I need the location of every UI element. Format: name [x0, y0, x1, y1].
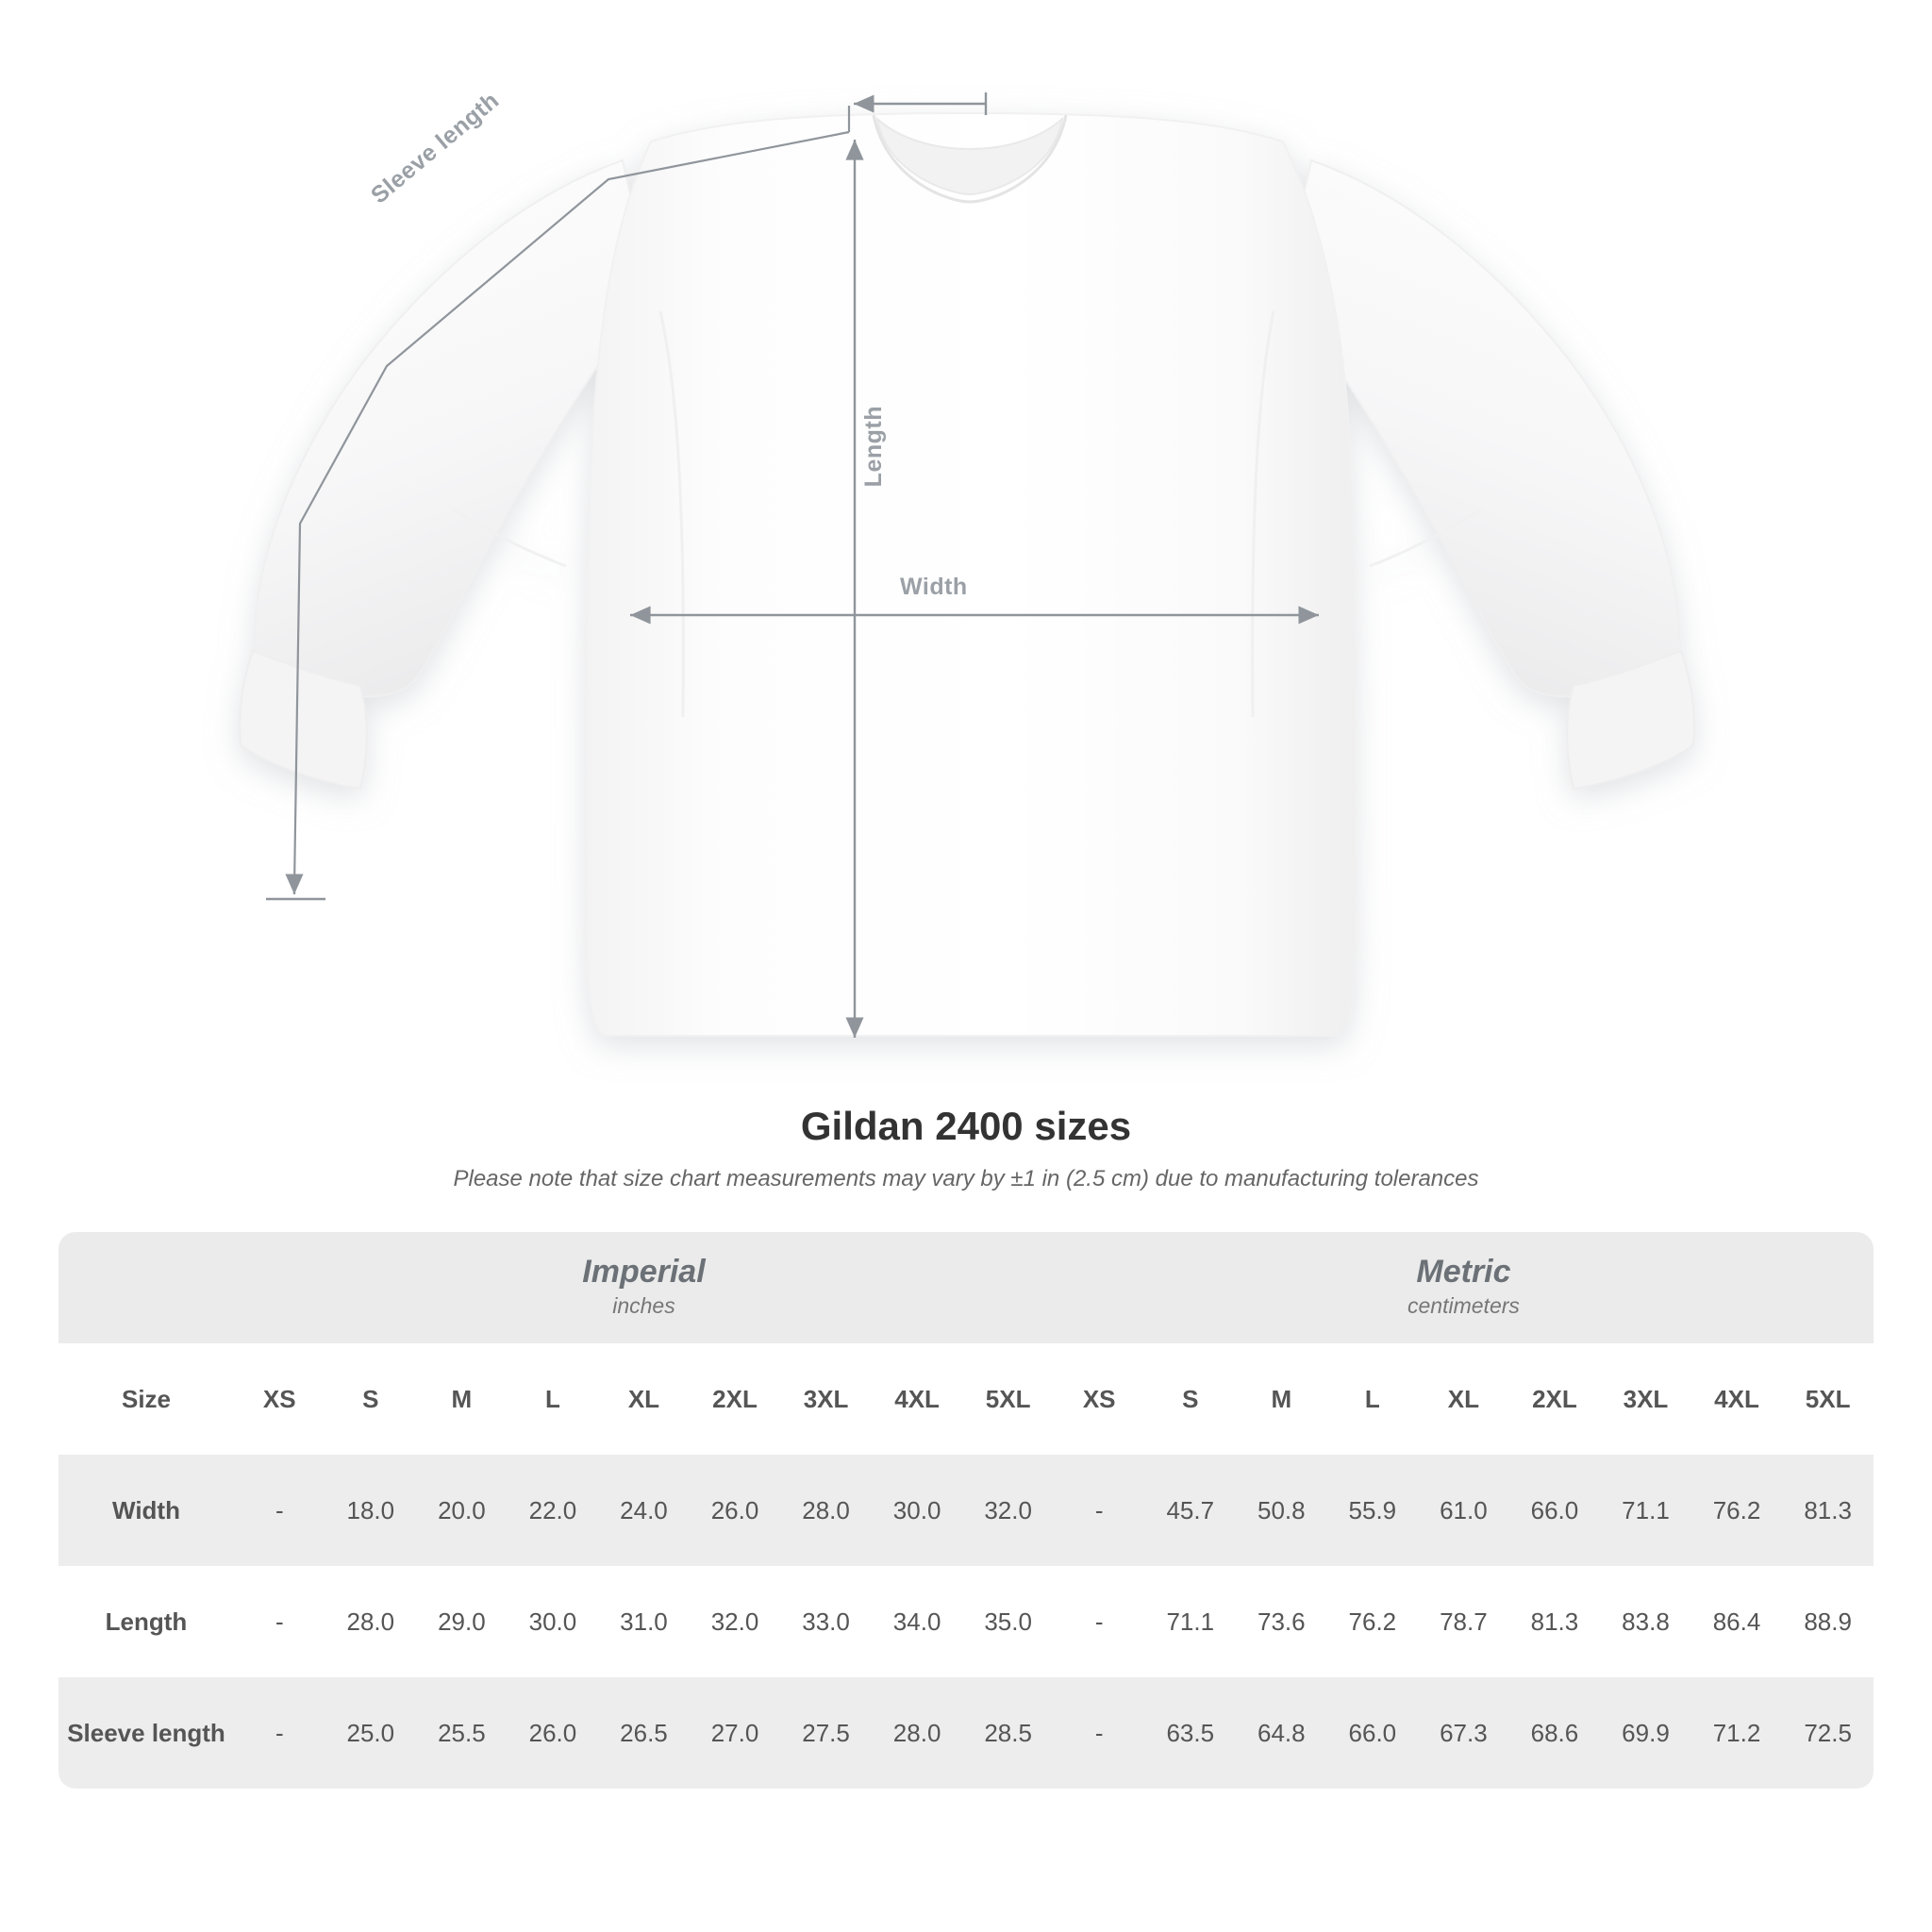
header-metric-2xl: 2XL: [1509, 1343, 1601, 1455]
header-imperial-3xl: 3XL: [780, 1343, 872, 1455]
cell-length-met-l: 76.2: [1327, 1566, 1419, 1677]
header-imperial-l: L: [508, 1343, 599, 1455]
cell-length-imp-4xl: 34.0: [872, 1566, 963, 1677]
page-title: Gildan 2400 sizes: [800, 1104, 1132, 1148]
cell-width-met-xs: -: [1054, 1455, 1145, 1566]
tolerance-note: Please note that size chart measurements may vary by ±1 in (2.5 cm) due to manufacturing tolerances: [453, 1166, 1479, 1191]
cell-length-met-2xl: 81.3: [1509, 1566, 1601, 1677]
header-metric-s: S: [1144, 1343, 1236, 1455]
header-row: [58, 1343, 1874, 1455]
row-label-width: Width: [58, 1455, 234, 1566]
cell-length-imp-2xl: 32.0: [690, 1566, 781, 1677]
cell-sleeve-imp-s: 25.0: [325, 1677, 417, 1789]
cell-sleeve-met-3xl: 69.9: [1600, 1677, 1691, 1789]
header-metric-xs: XS: [1054, 1343, 1145, 1455]
cell-sleeve-imp-4xl: 28.0: [872, 1677, 963, 1789]
cell-width-imp-s: 18.0: [325, 1455, 417, 1566]
cell-width-imp-l: 22.0: [508, 1455, 599, 1566]
cell-width-met-5xl: 81.3: [1782, 1455, 1874, 1566]
header-metric-5xl: 5XL: [1782, 1343, 1874, 1455]
cell-length-met-m: 73.6: [1236, 1566, 1327, 1677]
unit-imperial-sub: inches: [612, 1293, 675, 1319]
unit-metric-sub: centimeters: [1407, 1293, 1520, 1319]
cell-width-met-4xl: 76.2: [1691, 1455, 1783, 1566]
table-row: [58, 1566, 1874, 1677]
cell-sleeve-met-s: 63.5: [1144, 1677, 1236, 1789]
table-row: [58, 1677, 1874, 1789]
cell-length-met-xs: -: [1054, 1566, 1145, 1677]
cell-length-imp-s: 28.0: [325, 1566, 417, 1677]
header-size: Size: [58, 1343, 234, 1455]
cell-sleeve-met-2xl: 68.6: [1509, 1677, 1601, 1789]
cell-width-met-xl: 61.0: [1418, 1455, 1509, 1566]
cell-width-met-l: 55.9: [1327, 1455, 1419, 1566]
header-metric-l: L: [1327, 1343, 1419, 1455]
header-imperial-m: M: [416, 1343, 508, 1455]
cell-sleeve-imp-l: 26.0: [508, 1677, 599, 1789]
cell-sleeve-met-m: 64.8: [1236, 1677, 1327, 1789]
cell-sleeve-imp-xs: -: [234, 1677, 325, 1789]
cell-sleeve-met-xl: 67.3: [1418, 1677, 1509, 1789]
cell-width-met-s: 45.7: [1144, 1455, 1236, 1566]
size-table: [58, 1232, 1874, 1789]
cell-length-met-xl: 78.7: [1418, 1566, 1509, 1677]
size-table-wrapper: [58, 1232, 1874, 1789]
cell-width-met-3xl: 71.1: [1600, 1455, 1691, 1566]
cell-length-imp-xs: -: [234, 1566, 325, 1677]
row-label-length: Length: [58, 1566, 234, 1677]
cell-sleeve-imp-2xl: 27.0: [690, 1677, 781, 1789]
cell-length-met-4xl: 86.4: [1691, 1566, 1783, 1677]
cell-sleeve-met-4xl: 71.2: [1691, 1677, 1783, 1789]
units-row: [58, 1232, 1874, 1343]
header-metric-xl: XL: [1418, 1343, 1509, 1455]
sleeve-length-label: Sleeve length: [366, 87, 505, 209]
cell-sleeve-imp-5xl: 28.5: [962, 1677, 1054, 1789]
cell-length-imp-m: 29.0: [416, 1566, 508, 1677]
unit-metric: [1054, 1232, 1874, 1343]
cell-length-imp-3xl: 33.0: [780, 1566, 872, 1677]
cell-length-imp-xl: 31.0: [598, 1566, 690, 1677]
cell-width-imp-3xl: 28.0: [780, 1455, 872, 1566]
cell-width-imp-5xl: 32.0: [962, 1455, 1054, 1566]
header-imperial-s: S: [325, 1343, 417, 1455]
table-row: [58, 1455, 1874, 1566]
width-label: Width: [900, 574, 968, 600]
cell-width-imp-m: 20.0: [416, 1455, 508, 1566]
cell-width-imp-4xl: 30.0: [872, 1455, 963, 1566]
cell-sleeve-met-5xl: 72.5: [1782, 1677, 1874, 1789]
header-imperial-xs: XS: [234, 1343, 325, 1455]
header-imperial-5xl: 5XL: [962, 1343, 1054, 1455]
header-imperial-xl: XL: [598, 1343, 690, 1455]
cell-length-imp-5xl: 35.0: [962, 1566, 1054, 1677]
cell-width-imp-xs: -: [234, 1455, 325, 1566]
cell-sleeve-met-xs: -: [1054, 1677, 1145, 1789]
row-label-sleeve-length: Sleeve length: [58, 1677, 234, 1789]
length-label: Length: [860, 406, 887, 488]
cell-width-imp-2xl: 26.0: [690, 1455, 781, 1566]
units-spacer: [58, 1232, 234, 1343]
cell-width-imp-xl: 24.0: [598, 1455, 690, 1566]
header-imperial-2xl: 2XL: [690, 1343, 781, 1455]
header-metric-3xl: 3XL: [1600, 1343, 1691, 1455]
cell-width-met-m: 50.8: [1236, 1455, 1327, 1566]
unit-imperial: [234, 1232, 1054, 1343]
unit-imperial-name: Imperial: [582, 1254, 706, 1291]
cell-sleeve-met-l: 66.0: [1327, 1677, 1419, 1789]
cell-length-met-5xl: 88.9: [1782, 1566, 1874, 1677]
header-imperial-4xl: 4XL: [872, 1343, 963, 1455]
header-metric-m: M: [1236, 1343, 1327, 1455]
cell-sleeve-imp-m: 25.5: [416, 1677, 508, 1789]
cell-length-met-3xl: 83.8: [1600, 1566, 1691, 1677]
cell-width-met-2xl: 66.0: [1509, 1455, 1601, 1566]
cell-length-met-s: 71.1: [1144, 1566, 1236, 1677]
cell-sleeve-imp-3xl: 27.5: [780, 1677, 872, 1789]
header-metric-4xl: 4XL: [1691, 1343, 1783, 1455]
cell-length-imp-l: 30.0: [508, 1566, 599, 1677]
unit-metric-name: Metric: [1416, 1254, 1511, 1291]
cell-sleeve-imp-xl: 26.5: [598, 1677, 690, 1789]
title-block: [0, 1104, 1932, 1192]
